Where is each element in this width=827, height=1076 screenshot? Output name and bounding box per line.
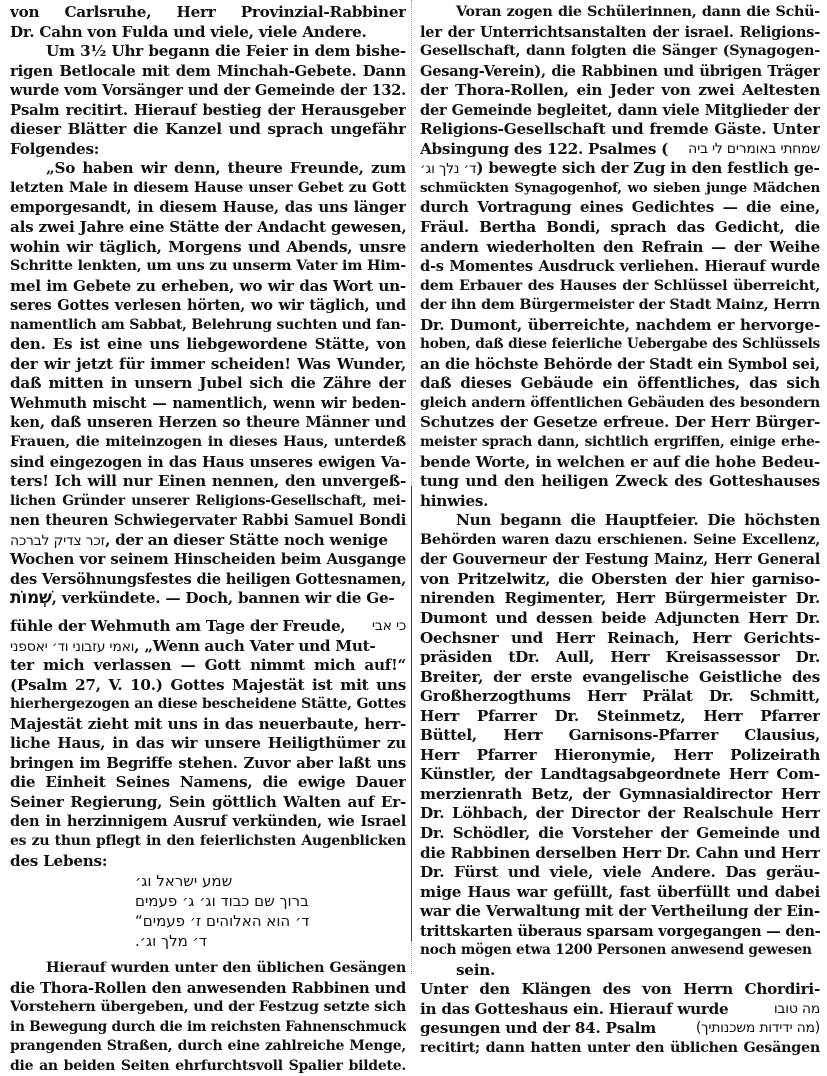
text-line: war die Verwaltung mit der Vertheilung der Ein-: [420, 902, 820, 921]
hebrew-verse-line: ברוך שם כבוד וג׳ ג׳ פעמים: [135, 892, 309, 911]
text-line: sind eingezogen in das Haus unseres ewigen Va-: [10, 452, 406, 471]
text-line: an die höchste Behörde der Stadt ein Symbol sei,: [420, 354, 820, 373]
hebrew-zecher-tzaddik: זכר צדיק לברכה: [10, 532, 106, 549]
hebrew-samachti: שמחתי באומרים לי ביה: [688, 140, 820, 157]
text-line: trittskarten überaus sparsam vorgegangen — den-: [420, 922, 820, 940]
text-line: hierhergezogen an diese bescheidene Stätte, Gottes: [10, 696, 406, 713]
text-line: die Einheit Seines Namens, die ewige Dauer: [10, 773, 406, 792]
hebrew-ma-tovu: מה טובו: [773, 1000, 820, 1017]
text-line: Herr Pfarrer Hieronymie, Herr Polizeirath: [420, 745, 820, 764]
text-line: Religions-Gesellschaft und fremde Gäste. Unter: [420, 120, 820, 139]
text-line: es zu thun pflegt in den feierlichsten Augenblicken: [10, 832, 406, 849]
text-line-with-hebrew: [10, 617, 406, 637]
text-line: Gesang-Verein), die Rabbinen und übrigen Träger: [420, 62, 820, 80]
text-line: den. Es ist eine uns liebgewordene Stätte, von: [10, 335, 406, 354]
text-line: Vorstehern übergeben, und der Festzug setzte sich: [10, 999, 406, 1016]
text-line: gleich andern öffentlichen Gebäuden des besondern: [420, 394, 820, 411]
text-line: (Psalm 27, V. 10.) Gottes Majestät ist mit uns: [10, 675, 406, 694]
text-line-with-hebrew: [10, 589, 406, 609]
text-fragment: fühle der Wehmuth am Tage der Freude,: [10, 616, 346, 635]
hebrew-shemot: שְׁמוֹת: [10, 589, 52, 609]
text-line: Folgendes:: [10, 139, 100, 158]
column-divider-solid: [411, 486, 412, 941]
text-line: nen theuren Schwiegervater Rabbi Samuel Bondi: [10, 512, 406, 530]
hebrew-ki-avi: כי אבי: [371, 617, 406, 634]
text-line: tung und den heiligen Zweck des Gotteshauses: [420, 472, 820, 491]
text-line: Großherzogthums Herr Prälat Dr. Schmitt,: [420, 687, 820, 706]
text-line: von Pritzelwitz, die Obersten der hier garniso-: [420, 569, 820, 588]
text-fragment: , der an dieser Stätte noch wenige: [105, 530, 388, 549]
hebrew-verse-line: ד׳ הוא האלוהים ז׳ פעמים“: [135, 912, 310, 931]
text-line: die Rabbinen derselben Herr Dr. Cahn und Herr: [420, 843, 820, 862]
text-line: Dr. Fürst und viele, viele Andere. Das geräu-: [420, 863, 820, 882]
left-column: [10, 3, 406, 1076]
text-line: Schritte lenkten, um uns zu unserm Vater im Him-: [10, 258, 406, 275]
text-line: ken, daß unseren Herzen so theure Männer und: [10, 413, 406, 432]
text-line: von Carlsruhe, Herr Provinzial-Rabbiner: [10, 3, 406, 21]
text-line: Dr. Dumont, überreichte, nachdem er hervorge-: [420, 315, 820, 334]
text-line: die Thora-Rollen den anwesenden Rabbinen und: [10, 978, 406, 997]
text-line: Dr. Schödler, die Vorsteher der Gemeinde und: [420, 823, 820, 842]
text-line: Dr. Cahn von Fulda und viele, viele Andere.: [10, 22, 367, 41]
text-line: Dumont und dessen beide Adjuncten Herr Dr.: [420, 608, 820, 627]
text-line: der Gemeinde begleitet, dann viele Mitglieder der: [420, 101, 820, 119]
text-line: schmückten Synagogenhof, wo sieben junge Mädchen: [420, 179, 820, 196]
text-line: Unter den Klängen des von Herrn Chordiri-: [420, 980, 820, 999]
text-line: prangenden Straßen, durch eine zahlreiche Menge,: [10, 1038, 406, 1055]
text-line: hoben, daß diese feierliche Uebergabe des Schlüssels: [420, 336, 820, 353]
text-line: ters! Ich will nur Einen nennen, den unvergeß-: [10, 472, 406, 491]
text-line-with-hebrew: [420, 1019, 820, 1039]
text-line: Oechsner und Herr Reinach, Herr Gerichts-: [420, 628, 820, 647]
text-line: in Bewegung durch die im reichsten Fahnenschmuck: [10, 1018, 406, 1035]
text-line: meister sprach dann, sichtlich ergriffen, einige erhe-: [420, 434, 820, 451]
text-line: die an beiden Seiten ehrfurchtsvoll Spalier bildete.: [10, 1057, 406, 1074]
text-line: präsiden tDr. Aull, Herr Kreisassessor Dr.: [420, 648, 820, 667]
text-line: ler der Unterrichtsanstalten der israel. Religions-: [420, 23, 820, 41]
paragraph-start-line: Nun begann die Hauptfeier. Die höchsten: [456, 511, 820, 530]
paragraph-start-line: Um 3½ Uhr begann die Feier in dem bishe-: [46, 42, 406, 61]
text-line: mel im Gebete zu erheben, wo wir das Wort un-: [10, 276, 406, 295]
text-line: der Thora-Rollen, ein Jeder von zwei Aeltesten: [420, 81, 820, 100]
text-line: Breiter, der erste evangelische Geistliche des: [420, 667, 820, 686]
text-line: nirenden Regimenter, Herr Bürgermeister Dr.: [420, 589, 820, 608]
text-fragment: , „Wenn auch Vater und Mut-: [134, 636, 376, 655]
text-line: Dr. Löhbach, der Director der Realschule Herr: [420, 804, 820, 823]
text-line: emporgesandt, in diesem Hause, das uns länger: [10, 198, 406, 217]
text-line: namentlich am Sabbat, Belehrung suchten und fan-: [10, 316, 406, 333]
text-line: lichen Gründer unserer Religions-Gesellschaft, mei-: [10, 492, 406, 509]
paragraph-start-line: „So haben wir denn, theure Freunde, zum: [46, 159, 406, 178]
text-line: der wir jetzt für immer scheiden! Was Wunder,: [10, 354, 406, 373]
spacer: [10, 609, 406, 617]
text-line: ter mich verlassen — Gott nimmt mich auf!“: [10, 656, 406, 675]
text-line-with-hebrew: [420, 1000, 820, 1020]
text-line: Fräul. Bertha Bondi, sprach das Gedicht, die: [420, 218, 820, 237]
text-line-with-hebrew: [10, 637, 406, 657]
text-line: daß dieses Gebäude ein öffentliches, das sich: [420, 374, 820, 393]
text-line: Wehmuth mischt — namentlich, wenn wir beden-: [10, 394, 406, 412]
text-line: liche Haus, in das wir unsere Heiligthümer zu: [10, 734, 406, 753]
text-line: Gesellschaft, dann folgten die Sänger (Synagogen-: [420, 43, 820, 60]
hebrew-verse-line: ד׳ מלך וג׳.: [135, 932, 207, 951]
text-line: Psalm recitirt. Hierauf bestieg der Herausgeber: [10, 100, 406, 119]
text-line-with-hebrew: [420, 140, 820, 160]
text-line: Schutzes der Gesetze erfreue. Der Herr Bürger-: [420, 413, 820, 432]
text-line: recitirt; dann hatten unter den üblichen Gesängen: [420, 1039, 820, 1056]
text-line: Frauen, die miteinzogen in dieses Haus, unterdeß: [10, 434, 406, 451]
hebrew-nelech: ד׳ נלך וג׳: [420, 161, 477, 178]
paragraph-start-line: sein.: [456, 960, 496, 979]
text-line: durch Vortragung eines Gedichtes — die eine,: [420, 198, 820, 217]
text-line: Künstler, der Landtagsabgeordnete Herr Com-: [420, 765, 820, 784]
hebrew-veimi: ואמי עזבוני וד׳ יאספני: [10, 638, 135, 655]
text-line: bende Worte, in welchen er auf die hohe Bedeu-: [420, 452, 820, 471]
text-line: rigen Betlocale mit dem Minchah-Gebete. Dann: [10, 61, 406, 80]
text-line: wohin wir täglich, Morgens und Abends, unsre: [10, 237, 406, 256]
text-line: den in herzinnigem Ausruf verkünden, wie Israel: [10, 813, 406, 831]
text-line: daß mitten in unsern Jubel sich die Zähre der: [10, 374, 406, 393]
text-fragment: ) bewegte sich der Zug in den festlich ge-: [476, 159, 820, 178]
text-line: Behörden waren dazu erschienen. Seine Excellenz,: [420, 531, 820, 548]
paragraph-start-line: Voran zogen die Schülerinnen, dann die Schü-: [456, 4, 820, 20]
text-line: des Versöhnungsfestes die heiligen Gottesnamen,: [10, 570, 406, 588]
text-line: dieser Blätter die Kanzel und sprach ungefähr: [10, 120, 406, 139]
text-line: der ihn dem Bürgermeister der Stadt Mainz, Herrn: [420, 297, 820, 314]
hebrew-ma-yedidot: (מה ידידות משכנותיך): [695, 1020, 820, 1037]
text-line: andern wiederholten den Refrain — der Weihe: [420, 237, 820, 256]
text-fragment: Absingung des 122. Psalmes (: [420, 139, 669, 158]
hebrew-verse-line: שמע ישראל וג׳: [135, 872, 233, 891]
text-line-with-hebrew: [420, 159, 820, 179]
text-line: merzienrath Betz, der Gymnasialdirector Herr: [420, 784, 820, 803]
text-line: als zwei Jahre eine Stätte der Andacht gewesen,: [10, 218, 406, 237]
text-line: wurde vom Vorsänger und der Gemeinde der 132.: [10, 82, 406, 100]
text-line: hinwies.: [420, 491, 489, 510]
text-fragment: , verkündete. — Doch, bannen wir die Ge-: [51, 589, 395, 608]
text-fragment: gesungen und der 84. Psalm: [420, 1019, 656, 1038]
text-line: Majestät zieht mit uns in das neuerbaute, herr-: [10, 714, 406, 733]
text-line-with-hebrew: [10, 531, 406, 551]
spacer: [10, 951, 406, 959]
text-line: Wochen vor seinem Hinscheiden beim Ausgange: [10, 550, 406, 569]
text-line: seres Gottes verlesen hörten, wo wir täglich, und: [10, 297, 406, 315]
text-line: d-s Momentes Ausdruck verliehen. Hierauf wurde: [420, 258, 820, 276]
text-line: der Gouverneur der Festung Mainz, Herr General: [420, 551, 820, 569]
text-line: des Lebens:: [10, 851, 108, 870]
right-column: [420, 3, 820, 1059]
text-fragment: in das Gotteshaus ein. Hierauf wurde: [420, 999, 729, 1018]
text-line: Seiner Regierung, Sein göttlich Walten auf Er-: [10, 792, 406, 811]
text-line: noch mögen etwa 1200 Personen anwesend gewesen: [420, 942, 812, 959]
text-line: Büttel, Herr Garnisons-Pfarrer Clausius,: [420, 726, 820, 745]
text-line: Herr Pfarrer Dr. Steinmetz, Herr Pfarrer: [420, 706, 820, 725]
text-line: mige Haus war gefüllt, fast überfüllt und dabei: [420, 882, 820, 901]
text-line: bringen im Begriffe stehen. Zuvor aber laßt uns: [10, 753, 406, 772]
paragraph-start-line: Hierauf wurden unter den üblichen Gesängen: [46, 960, 406, 977]
text-line: letzten Male in diesem Hause unser Gebet zu Gott: [10, 179, 406, 196]
text-line: dem Erbauer des Hauses der Schlüssel überreicht,: [420, 277, 820, 294]
hebrew-verse-block: [10, 871, 406, 951]
